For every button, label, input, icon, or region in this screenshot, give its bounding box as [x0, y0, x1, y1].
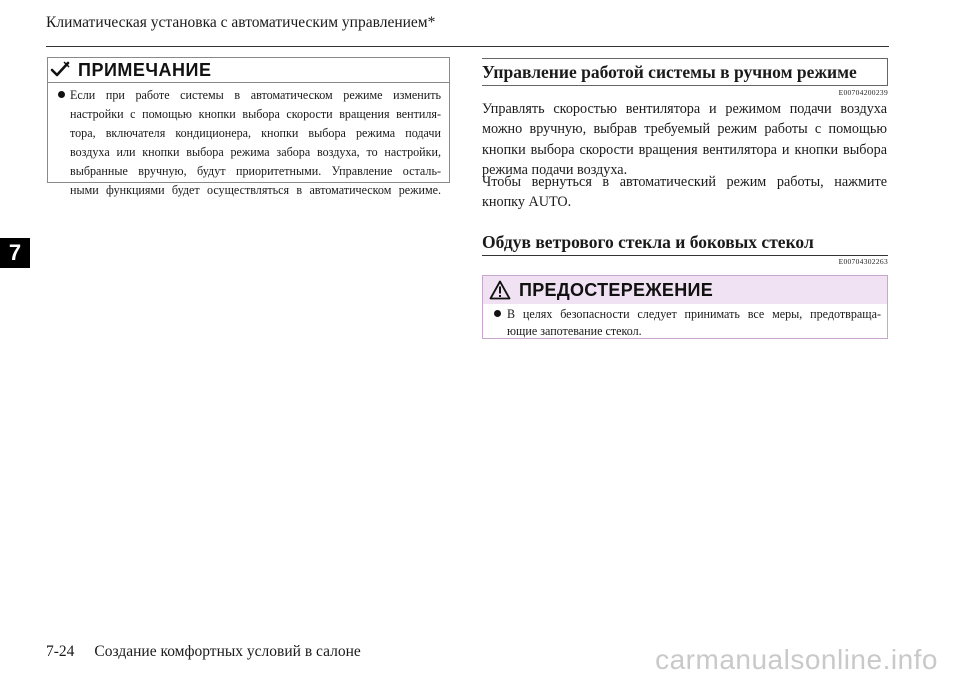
footer-chapter-title: Создание комфортных условий в салоне — [94, 643, 361, 660]
note-line: тора, включателя кондиционера, кнопки выбора режима подачи — [70, 126, 441, 140]
section-code: E00704302263 — [838, 257, 888, 266]
paragraph-line: кнопки выбора скорости вращения вентилятора и кнопки выбора — [482, 141, 887, 158]
chapter-tab: 7 — [0, 238, 30, 268]
paragraph-line: можно вручную, выбрав требуемый режим работы с помощью — [482, 121, 887, 138]
section-code: E00704200239 — [838, 88, 888, 97]
note-line: воздуха или кнопки выбора режима забора воздуха, то настройки, — [70, 145, 441, 159]
caution-header — [483, 276, 887, 304]
paragraph-line: кнопку AUTO. — [482, 194, 572, 211]
section-heading-manual-mode: Управление работой системы в ручном режиме — [482, 58, 888, 86]
note-line: ными функциями будет осуществляться в автоматическом режиме. — [70, 183, 441, 197]
note-title: ПРИМЕЧАНИЕ — [78, 59, 212, 80]
note-header — [48, 58, 449, 83]
page-footer — [46, 643, 361, 661]
caution-body — [483, 304, 887, 340]
note-line: настройки с помощью кнопки выбора скорости вращения вентиля- — [70, 107, 441, 121]
paragraph-line: Чтобы вернуться в автоматический режим работы, нажмите — [482, 174, 887, 190]
note-line: Если при работе системы в автоматическом режиме изменить — [70, 88, 441, 102]
page-number: 7-24 — [46, 643, 75, 660]
paragraph-manual-control — [482, 99, 887, 180]
warning-triangle-icon — [489, 280, 511, 300]
caution-line: ющие запотевание стекол. — [507, 324, 642, 338]
paragraph-line: Управлять скоростью вентилятора и режимом подачи воздуха — [482, 101, 887, 117]
caution-title: ПРЕДОСТЕРЕЖЕНИЕ — [519, 279, 714, 300]
note-body — [48, 83, 449, 200]
page-header-title: Климатическая установка с автоматическим управлением* — [46, 14, 436, 31]
note-box — [47, 57, 450, 197]
caution-box — [482, 275, 888, 339]
paragraph-return-auto — [482, 172, 887, 213]
paragraph-line: режима подачи воздуха. — [482, 161, 628, 178]
bullet-icon — [494, 310, 501, 317]
header-divider — [46, 46, 889, 47]
pencil-check-icon — [50, 60, 72, 80]
watermark-text: carmanualsonline.info — [655, 644, 938, 675]
bullet-icon — [58, 91, 65, 98]
section-heading-defog: Обдув ветрового стекла и боковых стекол — [482, 230, 888, 256]
caution-line: В целях безопасности следует принимать все меры, предотвраща- — [507, 307, 881, 321]
note-line: выбранные вручную, будут приоритетными. Управление осталь- — [70, 164, 441, 178]
